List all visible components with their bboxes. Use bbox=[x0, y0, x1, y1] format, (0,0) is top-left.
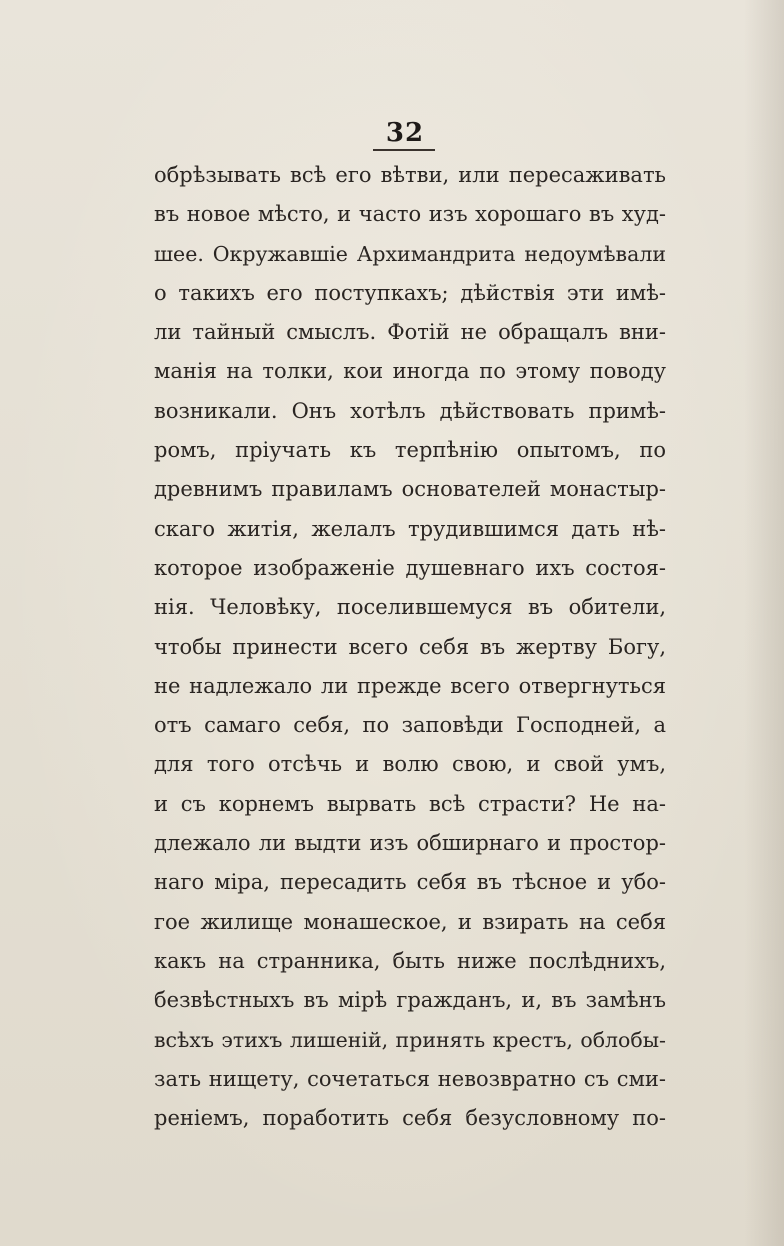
header-rule bbox=[373, 149, 435, 151]
text-line: гое жилище монашеское, и взирать на себя bbox=[154, 909, 666, 934]
text-line: шее. Окружавшіе Архимандрита недоумѣвали bbox=[154, 241, 666, 266]
text-line: безвѣстныхъ въ мірѣ гражданъ, и, въ замѣнъ bbox=[154, 988, 666, 1013]
text-line: которое изображеніе душевнаго ихъ состоя- bbox=[154, 555, 666, 580]
page-number: 32 bbox=[385, 118, 425, 148]
text-line: нія. Человѣку, поселившемуся въ обители, bbox=[154, 595, 666, 620]
text-line: чтобы принести всего себя въ жертву Богу, bbox=[154, 634, 666, 659]
text-line: не надлежало ли прежде всего отвергнуться bbox=[154, 673, 666, 698]
text-line: скаго житія, желалъ трудившимся дать нѣ- bbox=[154, 516, 666, 541]
text-line: въ новое мѣсто, и часто изъ хорошаго въ худ- bbox=[154, 202, 666, 227]
text-line: о такихъ его поступкахъ; дѣйствія эти имѣ- bbox=[154, 280, 666, 305]
text-line: всѣхъ этихъ лишеній, принять крестъ, облобы- bbox=[154, 1027, 666, 1052]
text-line: для того отсѣчь и волю свою, и свой умъ, bbox=[154, 752, 666, 777]
text-line: и съ корнемъ вырвать всѣ страсти? Не на- bbox=[154, 791, 666, 816]
text-line: реніемъ, поработить себя безусловному по- bbox=[154, 1106, 666, 1131]
body-text bbox=[154, 156, 666, 1138]
text-line: манія на толки, кои иногда по этому поводу bbox=[154, 359, 666, 384]
text-line: какъ на странника, быть ниже послѣднихъ, bbox=[154, 948, 666, 973]
text-line: обрѣзывать всѣ его вѣтви, или пересаживать bbox=[154, 163, 666, 187]
text-line: длежало ли выдти изъ обширнаго и простор- bbox=[154, 831, 666, 856]
text-line: отъ самаго себя, по заповѣди Господней, а bbox=[154, 713, 666, 738]
text-line: наго міра, пересадить себя въ тѣсное и убо- bbox=[154, 870, 666, 895]
text-line: древнимъ правиламъ основателей монастыр- bbox=[154, 477, 666, 502]
page-edge-shadow bbox=[744, 0, 784, 1246]
text-line: зать нищету, сочетаться невозвратно съ сми- bbox=[154, 1066, 666, 1091]
text-line: ли тайный смыслъ. Фотій не обращалъ вни- bbox=[154, 320, 666, 345]
text-line: возникали. Онъ хотѣлъ дѣйствовать примѣ- bbox=[154, 398, 666, 423]
text-line: ромъ, пріучать къ терпѣнію опытомъ, по bbox=[154, 438, 666, 463]
